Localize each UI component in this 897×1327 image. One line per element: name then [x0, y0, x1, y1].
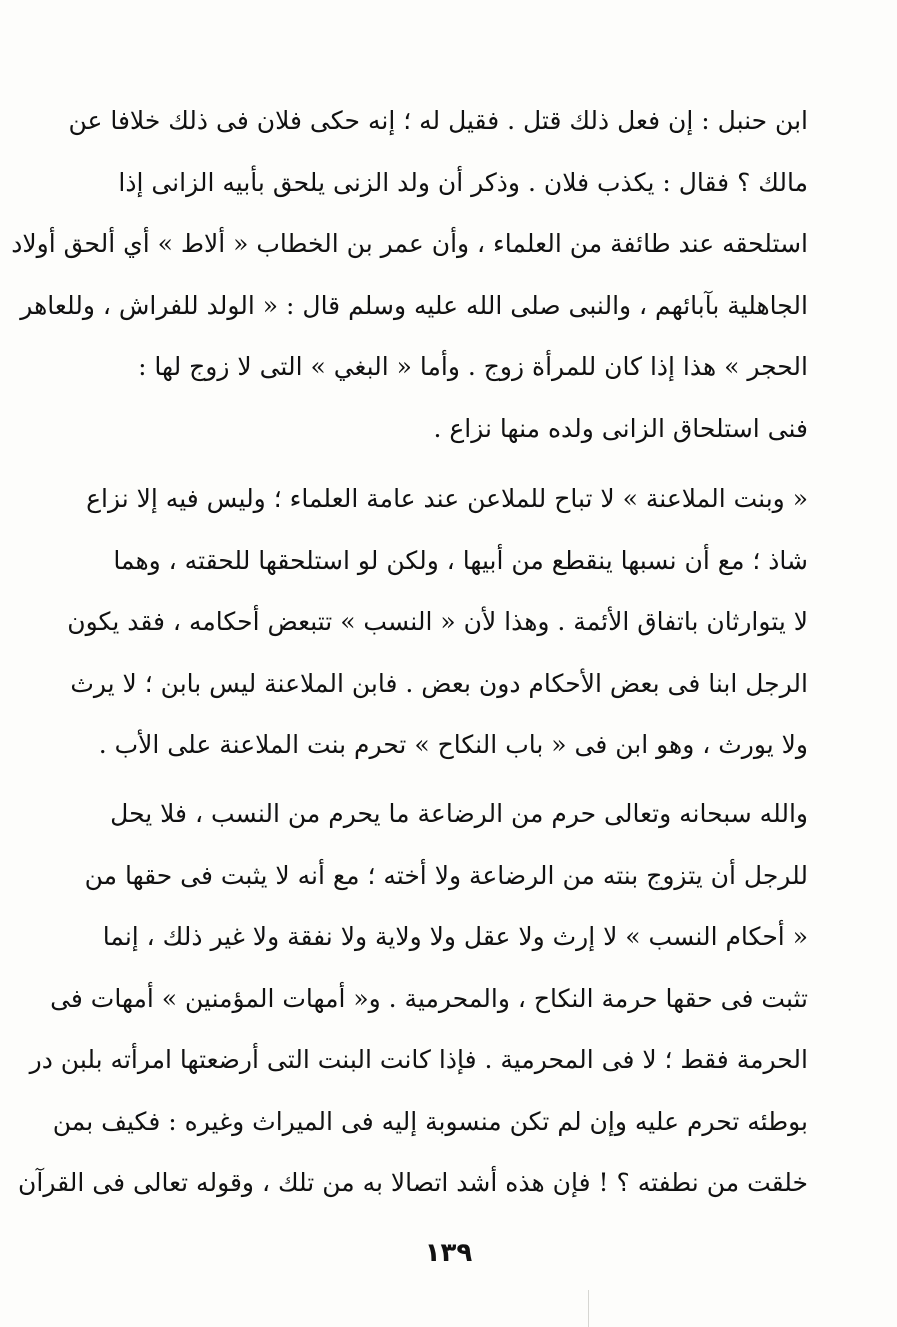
- text-line: خلقت من نطفته ؟ ! فإن هذه أشد اتصالا به من تلك ، وقوله تعالى فى القرآن: [18, 1168, 808, 1197]
- text-line: لا يتوارثان باتفاق الأئمة . وهذا لأن « النسب » تتبعض أحكامه ، فقد يكون: [67, 607, 808, 636]
- page-number: ١٣٩: [424, 1238, 473, 1268]
- text-line: بوطئه تحرم عليه وإن لم تكن منسوبة إليه فى الميراث وغيره : فكيف بمن: [52, 1106, 808, 1136]
- text-line: تثبت فى حقها حرمة النكاح ، والمحرمية . و« أمهات المؤمنين » أمهات فى: [50, 983, 808, 1013]
- paragraph-3: [18, 783, 808, 1214]
- text-line: « وبنت الملاعنة » لا تباح للملاعن عند عامة العلماء ؛ وليس فيه إلا نزاع: [86, 484, 808, 513]
- text-line: الحرمة فقط ؛ لا فى المحرمية . فإذا كانت البنت التى أرضعتها امرأته بلبن در: [29, 1045, 808, 1074]
- text-line: مالك ؟ فقال : يكذب فلان . وذكر أن ولد الزنى يلحق بأبيه الزانى إذا: [118, 167, 808, 197]
- text-line: فنى استلحاق الزانى ولده منها نزاع .: [433, 413, 808, 443]
- paper-crease-line: [588, 1290, 589, 1327]
- text-line: ولا يورث ، وهو ابن فى « باب النكاح » تحرم بنت الملاعنة على الأب .: [98, 730, 808, 759]
- text-line: شاذ ؛ مع أن نسبها ينقطع من أبيها ، ولكن لو استلحقها للحقته ، وهما: [113, 545, 808, 575]
- text-line: استلحقه عند طائفة من العلماء ، وأن عمر بن الخطاب « ألاط » أي ألحق أولاد: [11, 229, 808, 258]
- text-line: الرجل ابنا فى بعض الأحكام دون بعض . فابن الملاعنة ليس بابن ؛ لا يرث: [70, 668, 808, 698]
- paragraph-1: [11, 90, 808, 459]
- text-line: للرجل أن يتزوج بنته من الرضاعة ولا أخته ؛ مع أنه لا يثبت فى حقها من: [84, 860, 808, 890]
- text-line: الجاهلية بآبائهم ، والنبى صلى الله عليه وسلم قال : « الولد للفراش ، وللعاهر: [20, 290, 808, 320]
- text-line: الحجر » هذا إذا كان للمرأة زوج . وأما « البغي » التى لا زوج لها :: [138, 352, 808, 381]
- text-line: والله سبحانه وتعالى حرم من الرضاعة ما يحرم من النسب ، فلا يحل: [110, 799, 808, 828]
- text-line: ابن حنبل : إن فعل ذلك قتل . فقيل له ؛ إنه حكى فلان فى ذلك خلافا عن: [68, 106, 808, 135]
- paragraph-2: [67, 468, 808, 776]
- text-line: « أحكام النسب » لا إرث ولا عقل ولا ولاية ولا نفقة ولا غير ذلك ، إنما: [102, 922, 808, 951]
